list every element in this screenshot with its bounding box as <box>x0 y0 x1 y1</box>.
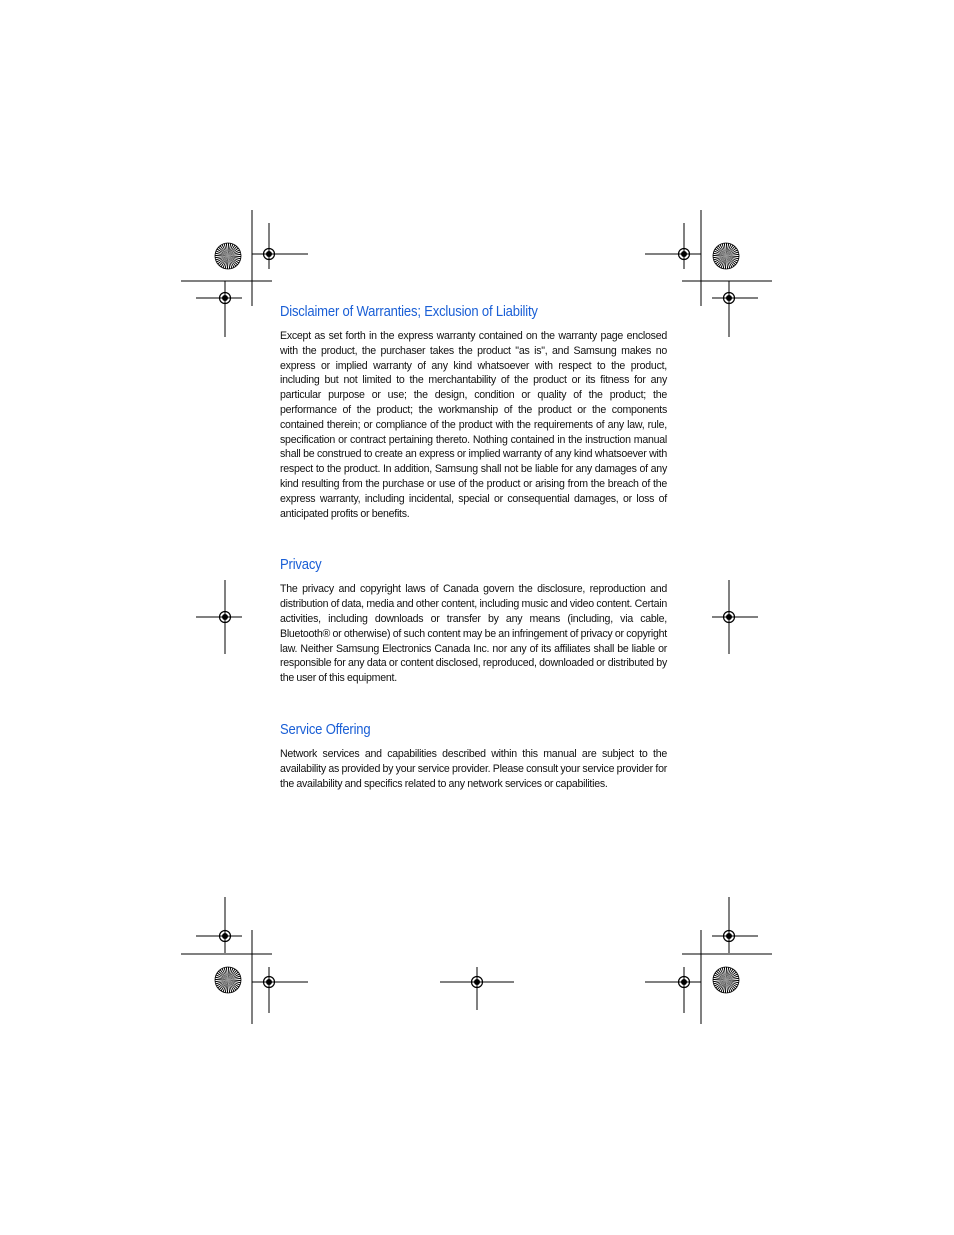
registration-starburst-icon <box>713 243 739 269</box>
section-heading: Privacy <box>280 557 322 574</box>
registration-crosshair-icon <box>440 967 514 1010</box>
registration-starburst-icon <box>215 967 241 993</box>
registration-crosshair-icon <box>252 223 308 269</box>
registration-crosshair-icon <box>196 281 242 337</box>
section-paragraph: Network services and capabilities described within this manual are subject to the availability as provided by your service provider. Please consult your service provider for the availability and specifics related to any network services or capabilities. <box>280 747 667 790</box>
registration-crosshair-icon <box>712 580 758 654</box>
registration-crosshair-icon <box>645 223 701 269</box>
section-paragraph: The privacy and copyright laws of Canada govern the disclosure, reproduction and distribution of data, media and other content, including music and video content. Certain activities, including downloads or transfer by any means (including, via cable, Bluetooth® or otherwise) of such content may be an infringement of privacy or copyright law. Neither Samsung Electronics Canada Inc. nor any of its affiliates shall be liable or responsible for any data or content disclosed, reproduced, downloaded or distributed by the user of this equipment. <box>280 583 667 685</box>
section-disclaimer <box>280 302 667 521</box>
section-service-offering <box>280 720 667 791</box>
registration-starburst-icon <box>215 243 241 269</box>
section-privacy <box>280 555 667 686</box>
registration-crosshair-icon <box>196 897 242 953</box>
registration-starburst-icon <box>713 967 739 993</box>
section-heading: Disclaimer of Warranties; Exclusion of Liability <box>280 304 538 320</box>
section-paragraph: Except as set forth in the express warranty contained on the warranty page enclosed with the product, the purchaser takes the product "as is", and Samsung makes no express or implied warranty of any kind whatsoever with respect to the product, including but not limited to the merchantability of the product or its fitness for any particular purpose or use; the design, condition or quality of the product; the performance of the product; the workmanship of the product or the components contained therein; or compliance of the product with the requirements of any law, rule, specification or contract pertaining thereto. Nothing contained in the instruction manual shall be construed to create an express or implied warranty of any kind whatsoever with respect to the product. In addition, Samsung shall not be liable for any damages of any kind resulting from the purchase or use of the product or arising from the breach of the express warranty, including incidental, special or consequential damages, or loss of anticipated profits or benefits. <box>280 330 667 520</box>
document-body <box>280 302 667 791</box>
section-heading: Service Offering <box>280 721 371 738</box>
registration-crosshair-icon <box>712 281 758 337</box>
registration-crosshair-icon <box>252 967 308 1013</box>
registration-crosshair-icon <box>712 897 758 953</box>
registration-crosshair-icon <box>196 580 242 654</box>
registration-crosshair-icon <box>645 967 701 1013</box>
